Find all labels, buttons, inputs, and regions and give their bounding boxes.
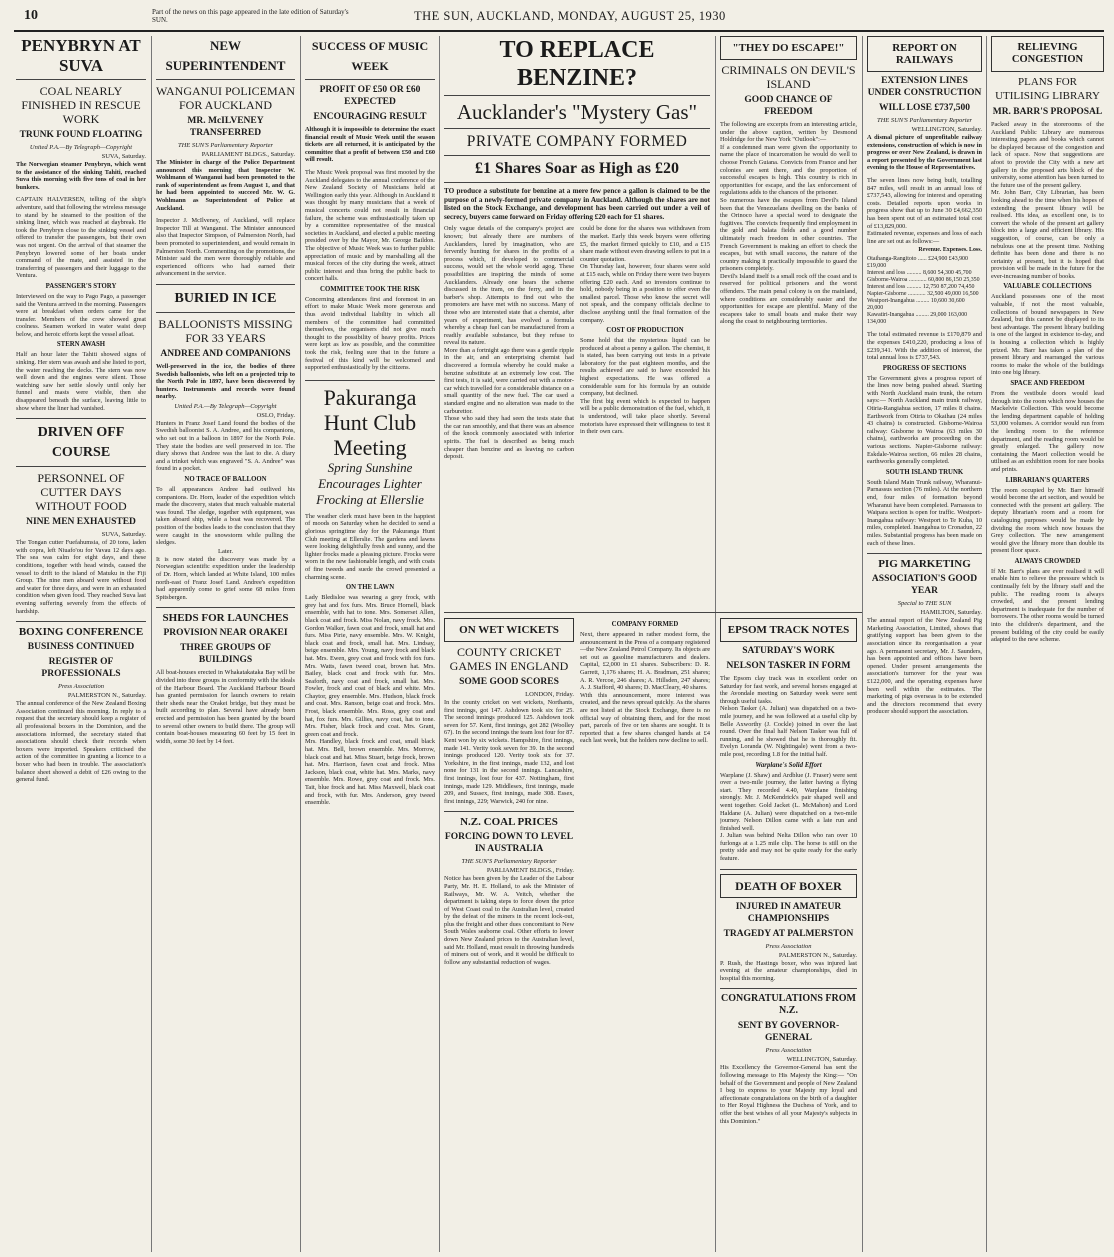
article-body: Only vague details of the company's project are known; but already there are numbers of Aucklanders, lured by imagination, who are fervently hunting for shares in the profits of a process which, if developed to commercial success, would set the whole world agog. These possibilities are inspiring the minds of some Aucklanders. Already one hears the scheme discussed in the tram, on the ferry, and in the barber's shop. Attempts to find out who the promoters are have met with no success. Many of those who are interested state that a chemist, after years of experiment, has evolved a formula whereby a cheap fuel can be manufactured from a readily available substance, but they refuse to reveal its nature. xyxy=(444,225,574,347)
article-body: Next, there appeared in rather modest form, the announcement in the Press of a company registered—the New Zealand Petrol Company. Its objects are set out as gasoline manufacturers and dealers. Capital, £2,000 in £1 shares. Subscribers: D. R. Garrett, 1,176 shares; H. A. Bradman, 251 shares; A. R. Vercoe, 246 shares; A. Hillsden, 247 shares; A. J. Stafford, 40 shares; D. MacCleary, 40 shares. xyxy=(580,631,710,692)
subhead-will-lose: WILL LOSE £737,500 xyxy=(878,103,971,113)
article-body: P. Rush, the Hastings boxer, who was injured last evening at the amateur championships, died in hospital this morning. xyxy=(720,959,857,982)
headline-music-week: SUCCESS OF MUSIC WEEK xyxy=(305,36,435,80)
subhead-andree: ANDREE AND COMPANIONS xyxy=(160,348,291,359)
subhead-three-groups: THREE GROUPS OF BUILDINGS xyxy=(180,643,271,666)
subhead-private-company: PRIVATE COMPANY FORMED xyxy=(466,133,688,150)
subhead-profit: PROFIT OF £50 OR £60 EXPECTED xyxy=(319,85,421,107)
article-body: Mrs. Handley, black frock and coat, small black hat. Mrs. Bell, brown ensemble. Mrs. Morrow, black coat and hat. Miss Stuart, beige frock, brown hat. Mrs. Harrison, fawn coat and frock. Miss Jackson, black coat, white hat. Mrs. Marks, navy ensemble. Mrs. Rowe, grey coat and frock. Mrs. Tait, blue frock and hat. Miss Maxwell, black coat and frock, with fur. Mrs. Anderson, grey tweed ensemble. xyxy=(305,738,435,807)
article-body: J. Julian was behind Nelta Dillon who ran over 10 furlongs at a 1.25 mile clip. The horse is still on the pretty side and may not be quite ready for the early feature. xyxy=(720,832,857,863)
headline-congratulations: CONGRATULATIONS FROM N.Z. xyxy=(721,993,856,1017)
subhead-wanganui: WANGANUI POLICEMAN FOR AUCKLAND xyxy=(156,84,295,112)
credit: THE SUN'S Parliamentary Reporter xyxy=(177,142,274,149)
subhead-business: BUSINESS CONTINUED xyxy=(27,642,135,653)
subhead-plans-library: PLANS FOR UTILISING LIBRARY xyxy=(995,76,1100,102)
article-body: Those who said they had seen the tests state that the car ran smoothly, and that there was an absence of the knock commonly associated with inferior spirits. The fuel is described as being much cheaper than benzine and as leaving no carbon deposit. xyxy=(444,415,574,461)
table-row: Otaihanga-Rangitoto ...... £24,900 £43,900 £19,000 xyxy=(867,256,968,270)
dateline: Later. xyxy=(218,547,233,555)
section-subhead: COST OF PRODUCTION xyxy=(606,327,684,335)
article-body: Hunters in Franz Josef Land found the bodies of the Swedish balloonist S. A. Andree, and his companions, who set out in a balloon in 1897 for the North Pole. They state the bodies are well preserved in ice. The diary shows that Andree was the last to die. A diary and a trinket which was engraved "S. A. Andree" was found in a pocket. xyxy=(156,419,295,473)
article-body: Mr. John Barr, City Librarian, has been looking ahead to the time when his hopes of extending the present library will be realised. His idea, as excellent one, is to convert the whole of the present art gallery block into a large and efficient library. His suggestion, of course, can be only a nebulous one at the present time. Nothing definite has been done and there is no certainty at present, but it is hoped that provision will be made in the future for the ever-increasing number of books. xyxy=(991,189,1104,280)
section-subhead: LIBRARIAN'S QUARTERS xyxy=(1005,476,1090,484)
credit: Press Association xyxy=(765,942,812,950)
article-body: Interviewed on the way to Pago Pago, a passenger said the Ventura arrived in the morning. Passengers were at breakfast when orders came for the transfer. Members of the crew showed great coolness. Seamen worked in water waist deep below, and heroic efforts kept the vessel afloat. xyxy=(16,292,146,338)
article-body: Some hold that the mysterious liquid can be produced at about a penny a gallon. The chemist, it is stated, has been carrying out tests in a private laboratory for the past eighteen months, and the results achieved are said to have exceeded his highest expectations. He was offered a considerable sum for his formula by an outside company, but declined. xyxy=(580,337,710,398)
article-body: The annual conference of the New Zealand Boxing Association continued this morning. In reply to a request that the secretary should keep a register of all professional boxers in the Dominion, and the associations informed, the secretary stated that associations should check their records when boxers were imported. Speakers criticised the action of the committee in granting a licence to a boxer who had been in trouble. The association's balance sheet showed a debit of £26 owing to the general fund. xyxy=(16,700,146,784)
headline-driven-off-course: DRIVEN OFF COURSE xyxy=(16,423,146,467)
dateline: WELLINGTON, Saturday. xyxy=(786,1056,857,1064)
section-subhead: PASSENGER'S STORY xyxy=(45,282,117,290)
subhead-devils-island: CRIMINALS ON DEVIL'S ISLAND xyxy=(721,63,856,91)
benzine-feature xyxy=(444,36,710,616)
article-body: With this announcement, more interest was created, and the news spread quickly. As the shares are not listed at the Stock Exchange, there is no official way of obtaining them, and for the most part, parcels of five or ten shares are sought. It is reported that a few shares changed hands at £4 each last week, but the holders now decline to sell. xyxy=(580,691,710,745)
section-subhead: VALUABLE COLLECTIONS xyxy=(1003,283,1092,291)
subhead-injured: INJURED IN AMATEUR CHAMPIONSHIPS xyxy=(735,901,842,924)
article-body: CAPTAIN HALVERSEN, telling of the ship's adventure, said that following the wireless message to stand by he steamed to the position of the sinking liner, which was reached at daybreak. He took the Penybryn close to the sinking vessel and offered to transfer the passengers, but their own was not urgent. On the arrival of that steamer the Penybryn lowered some of her boats under command of the mate, and assisted in the transferring of passengers and their luggage to the Ventura. xyxy=(16,196,146,280)
article-body: The Music Week proposal was first mooted by the Auckland delegates to the annual conference of the New Zealand Society of Musicians held at Wellington early this year. Although in Auckland it was thought by many musicians that a week of musical concerts could not result in financial failure, the scheme was enthusiastically taken up by a committee representative of the musical societies in Auckland, and elected a public meeting presided over by the Mayor, Mr. George Baildon. The objective of Music Week was to further public appreciation of music and by marshalling all the musical forces of the city during the week, attract public interest and thus bring the public back to concert halls. xyxy=(305,168,435,283)
article-body: Lady Bledisloe was wearing a grey frock, with grey hat and fox furs. Mrs. Bruce Hornell, black ensemble, with hat to tone. Mrs. Somerset Allen, black coat and frock. Miss Nolan, navy frock. Mrs. Gordon Walker, fawn coat and frock, small hat and furs. Miss Pirie, navy ensemble. Mrs. W. Knight, black coat and frock, small hat. Mrs. Lindsay, beige ensemble. Mrs. Young, navy frock and black hat. Mrs. Ewen, grey coat and frock with fox furs. Mrs. Watts, fawn tweed coat, brown hat. Mrs. Bailey, black coat and frock with fur. Mrs. Seaforth, navy coat and frock, small hat. Mrs. Fowler, frock and coat of black and white. Mrs. Chaytor, grey ensemble. Mrs. Hudson, black frock and coat. Mrs. Ranson, beige coat and frock. Mrs. Frost, black ensemble. Mrs. Ross, grey coat and hat, fox furs. Mrs. Gillies, navy coat, hat to tone. Mrs. Fisher, black frock and coat. Mrs. Grant, green coat and frock. xyxy=(305,594,435,738)
subhead-good-year: ASSOCIATION'S GOOD YEAR xyxy=(871,574,978,597)
article-body: So numerous have the escapes from Devil's Island been that the Venezuelans dwelling on the banks of the Orinoco have a special word to designate the fugitives. The convicts frequently find employment in the gold and balata fields and a good number ultimately reach freedom in other countries. The French Government is making an effort to check the escapes, but with small success, the nature of the country making it practically impossible to guard the prisoners completely. xyxy=(720,196,857,273)
section-subhead: NO TRACE OF BALLOON xyxy=(184,476,267,484)
dateline: OSLO, Friday. xyxy=(256,411,295,419)
column-rule xyxy=(862,36,863,1252)
subhead-governor-general: SENT BY GOVERNOR-GENERAL xyxy=(737,1021,840,1044)
column-rule xyxy=(151,36,152,1252)
subhead-encouraging: ENCOURAGING RESULT xyxy=(313,112,427,122)
table-row: Kawatiri-Inangahua ......... 29,000 163,000 134,000 xyxy=(867,312,968,326)
dateline: SUVA, Saturday. xyxy=(101,531,146,539)
article-body: Inspector J. McIlveney, of Auckland, will replace Inspector Till at Wanganui. The Minister announced also that Inspector Simpson, of Palmerston North, had been promoted to superintendent, and would remain in Palmerston North. Commenting on the promotions, the Minister said the men were thoroughly reliable and experienced officers who had earned their advancement in the service. xyxy=(156,217,295,278)
column-3 xyxy=(305,36,435,1252)
table-row: Interest and loss .......... 12,750 87,200 74,450 xyxy=(867,284,975,291)
headline-coal-prices: N.Z. COAL PRICES xyxy=(460,816,558,829)
credit: Press Association xyxy=(57,683,105,691)
article-body: More than a fortnight ago there was a gentle ripple in the air, and an enterprising chemist had discovered a formula whereby he could make a benzine substitute at an extremely low cost. The first tests, it is said, were carried out with a motor-car which travelled for a considerable distance on a small quantity of the new fuel. The car used a standard engine and no alteration was made to the carburettor. xyxy=(444,346,574,415)
subhead-balloonists: BALLOONISTS MISSING FOR 33 YEARS xyxy=(158,316,293,345)
article-body: All boat-houses erected in Whakatakataka Bay will be divided into three groups in conformity with the ideals of the Harbour Board. The Auckland Harbour Board has granted permission for launch owners to retain their sheds near the Orakei bridge, but they must be built according to plan. Several have already been erected and permission has been granted by the board to several other owners to build there. The group will contain boat-houses measuring 60 feet by 15 feet in width, some 30 feet by 14 feet. xyxy=(156,669,295,745)
column-rule xyxy=(715,36,716,1252)
subhead-penybryn: COAL NEARLY FINISHED IN RESCUE WORK xyxy=(21,84,141,126)
subhead-barrs-proposal: MR. BARR'S PROPOSAL xyxy=(992,107,1103,117)
article-body: The Tongan cutter Fuefahumsia, of 20 tons, laden with copra, left Niuafo'ou for Vavau 12 days ago. The sea was calm for eight days, and these conditions, together with head winds, caused the vessel to drift to the island of Matuku in the Fiji Group. The nine men aboard were without food and water for three days, and were in an exhausted condition when given food. They reached Suva last evening suffering severely from the effects of hardship. xyxy=(16,539,146,615)
masthead xyxy=(14,6,1104,32)
headline-buried-in-ice: BURIED IN ICE xyxy=(156,289,295,313)
subhead-mcilveney: MR. McILVENEY TRANSFERRED xyxy=(187,116,264,138)
subhead-cutter: PERSONNEL OF CUTTER DAYS WITHOUT FOOD xyxy=(35,471,127,514)
late-edition-note: Part of the news on this page appeared in the late edition of Saturday's SUN. xyxy=(152,8,349,24)
article-body: Devil's Island itself is a small rock off the coast and is reserved for political prisoners and the worst offenders. The main penal colony is on the mainland, where conditions are considerably easier and the opportunities for escape are plentiful. Many of the escapees take to small boats and make their way along the coast to neighbouring territories. xyxy=(720,272,857,326)
article-body: The weather clerk must have been in the happiest of moods on Saturday when he decided to send a glorious springtime day for the Pakuranga Hunt Club meeting at Ellerslie. The gardens and lawns were looking delightfully fresh and sunny, and the lighter frocks made a pleasing picture. Frocks were worn in the new fashionable length, and with coats of fine tweeds and suede the crowd presented a charming scene. xyxy=(305,512,435,581)
dateline: WELLINGTON, Saturday. xyxy=(911,126,982,133)
column-rule xyxy=(300,36,301,1252)
column-2 xyxy=(156,36,295,1252)
dateline: PALMERSTON N., Saturday. xyxy=(67,692,146,700)
dateline: SUVA, Saturday. xyxy=(101,153,146,160)
column-escape xyxy=(720,36,857,436)
table-caption: Estimated revenue, expenses and loss of each line are set out as follows:— xyxy=(867,230,982,245)
credit: Press Association xyxy=(765,1047,812,1055)
headline-new-superintendent: NEW SUPERINTENDENT xyxy=(156,36,295,80)
headline-epsom-track: EPSOM TRACK NOTES xyxy=(727,624,850,636)
subhead-saturdays-work: SATURDAY'S WORK xyxy=(742,646,835,656)
section-subhead: PROGRESS OF SECTIONS xyxy=(882,364,967,372)
article-body: Packed away in the storerooms of the Auckland Public Library are numerous interesting papers and books which cannot be displayed because of the congestion and lack of space. Now that suggestions are afoot to provide the City with a new art gallery in the proposed arts block of the university, some attention has been turned to the future use of the present gallery. xyxy=(991,121,1104,189)
article-body: Half an hour later the Tahiti showed signs of sinking. Her stern was awash and she listed to port, the water reaching the decks. The stern was now well down and the engines were silent. Those watching saw her settle slowly until only her funnel and masts were visible, then she disappeared beneath the surface, leaving little to show where the liner had vanished. xyxy=(16,351,146,412)
article-body: South Island Main Trunk railway, Wharanui-Parnassus section (76 miles). At the northern end, four miles of formation beyond Wharanui have been completed. Parnassus to Waipara section is open for traffic. Westport-Inangahua railway: Westport to Te Kuha, 10 miles, completed. Inangahua to Cronadun, 22 miles. Substantial progress has been made on each of these lines. xyxy=(867,478,982,547)
article-body: It is now stated the discovery was made by a Norwegian scientific expedition under the leadership of Dr. Horn, which landed at White Island, 100 miles north-east of Franz Josef Land. Andree's expedition had apparently come to grief some 68 miles from Spitsbergen. xyxy=(156,555,295,601)
credit: United P.A.—By Telegraph—Copyright xyxy=(29,144,133,151)
dateline: LONDON, Friday. xyxy=(525,691,574,698)
section-subhead: SOUTH ISLAND TRUNK xyxy=(885,468,964,476)
article-lede: TO produce a substitute for benzine at a mere few pence a gallon is claimed to be the purpose of a newly-formed private company in Auckland. Although the shares are not listed on the Stock Exchange, and development has been carried out under a veil of secrecy, buyers came forward on Friday offering £20 each for £1 shares. xyxy=(444,187,710,221)
headline-pakuranga: Pakuranga Hunt Club Meeting xyxy=(323,384,417,460)
article-body: In the county cricket on wet wickets, Northants, first innings, got 147. Ashdown took six for 25. The second innings produced 125. Ashdown took seven for 57. Kent, first innings, got 282 (Woolley 67). In the second innings the team lost four for 87. Kent won by six wickets. Hampshire, first innings, made 141. Verity took seven for 39. In the second innings produced 120. Verity took six for 37. Yorkshire, in the first innings, made 132, and lost none for 131 in the second innings. Lancashire, first innings, lost four for 437. Nottingham, first innings, made 129. Middlesex, first innings, made 209, and Sussex, first innings, made 308. Essex, first innings, 229; Warwick, 240 for nine. xyxy=(444,699,574,805)
subhead-tragedy: TRAGEDY AT PALMERSTON xyxy=(723,928,854,939)
dateline: HAMILTON, Saturday. xyxy=(920,609,982,617)
subhead-good-scores: SOME GOOD SCORES xyxy=(459,677,559,687)
credit: Special to THE SUN xyxy=(897,600,952,608)
article-body: The following are excerpts from an interesting article, under the above caption, written by Desmond Holdridge for the New York "Outlook":— xyxy=(720,121,857,144)
article-body: The first big event which is expected to happen will be a public demonstration of the fuel, which, it is understood, will take place shortly. Several motorists have expressed their willingness to test it in their own cars. xyxy=(580,397,710,436)
article-body: If a condemned man were given the opportunity to name the place of incarceration he would do well to choose French Guiana. Convicts from France and her colonies are sent there, and the proportion of successful escapes is high. This country is rich in opportunities for escape, and the lax enforcement of regulations adds to the chances of the prisoner. xyxy=(720,143,857,197)
estimate-table xyxy=(867,256,982,326)
article-body: His Excellency the Governor-General has sent the following message to His Majesty the King:— "On behalf of the Government and people of New Zealand I beg to express to your Majesty my loyal and affectionate congratulations on the birth of a daughter to Her Royal Highness the Duchess of York, and to offer the best wishes of all your Majesty's subjects in this Dominion." xyxy=(720,1064,857,1125)
column-epsom xyxy=(720,618,857,1248)
section-subhead: SPACE AND FREEDOM xyxy=(1010,380,1085,387)
article-body: Auckland possesses one of the most valuable, if not the most valuable, collections of bound newspapers in New Zealand, but this cannot be displayed to its best advantage. The present library building is one of the largest in existence to-day, and is housing a collection which is highly prized. Mr. Barr has taken a plan of the present library and rearranged the various rooms to make the whole of the buildings into one big library. xyxy=(991,293,1104,377)
article-body: The annual report of the New Zealand Pig Marketing Association, Limited, shows that gratifying support has been given to the association since its reorganisation a year ago. A permanent secretary, Mr. J. Saunders, has been appointed and offices have been opened. Under present arrangements the association's turnover for the year was £122,000, and the operating expenses have been well within the estimates. The marketing of pigs overseas is to be extended and the directors recommend that every producer should support the association. xyxy=(867,617,982,716)
column-benzine-continued xyxy=(580,618,710,1248)
subhead-mystery-gas: Aucklander's "Mystery Gas" xyxy=(456,100,698,124)
table-row: Gisborne-Wairoa ............ 60,800 86,150 25,350 xyxy=(867,277,980,284)
dateline: PARLIAMENT BLDGS., Friday. xyxy=(486,867,574,875)
newspaper-title: THE SUN, AUCKLAND, MONDAY, AUGUST 25, 1930 xyxy=(414,9,726,23)
article-body: The total estimated revenue is £170,879 and the expenses £410,220, producing a loss of £239,341. With the addition of interest, the total annual loss is £737,543. xyxy=(867,331,982,362)
column-railways xyxy=(867,36,982,1252)
subhead-register: REGISTER OF PROFESSIONALS xyxy=(41,657,121,680)
article-lede: A dismal picture of unprofitable railway extensions, construction of which is now in progress or over New Zealand, is drawn in a report presented by the Government last evening to the House of Representatives. xyxy=(867,134,982,172)
article-body: The Government gives a progress report of the lines now being pushed ahead. Starting with North Auckland main trunk, the return says:— North Auckland main trunk railway, Otiria-Rangiahua section, 17 miles 8 chains. Earthwork from Otiria to Okaihau (24 miles 43 chains) is constructed. Gisborne-Wairoa railway: Gisborne to Wairoa (63 miles 30 chains), earthworks are proceeding on the various sections. Napier-Gisborne railway: Eskdale-Wairoa section, 66 miles 28 chains, earthworks generally completed. xyxy=(867,374,982,466)
headline-penybryn: PENYBRYN AT SUVA xyxy=(16,36,146,80)
section-subhead: COMMITTEE TOOK THE RISK xyxy=(320,285,420,293)
section-subhead: ON THE LAWN xyxy=(345,584,395,592)
column-rule xyxy=(986,36,987,1252)
headline-relieving-congestion: RELIEVING CONGESTION xyxy=(1011,42,1084,65)
article-lede: Although it is impossible to determine the exact financial result of Music Week until the season tickets are all returned, it is anticipated by the committee that a profit of between £50 and £60 will result. xyxy=(305,126,435,164)
article-lede: Well-preserved in the ice, the bodies of three Swedish balloonists, who left on a projected trip to the North Pole in 1897, have been discovered by hunters. Instruments and records were found nearby. xyxy=(156,362,295,401)
headline-report-on-railways: REPORT ON RAILWAYS xyxy=(892,42,957,66)
subhead-shares-soar: £1 Shares Soar as High as £20 xyxy=(475,160,679,177)
article-body: Concerning attendances first and foremost in an effort to make Music Week more generous and thus avoid individual liability in which all members of the committee had committed themselves, the organisers did not give much thought to the possibility of heavy profits. Prices were kept as low as possible, and the committee took the risk, feeling sure that in the future a festival of this kind will be welcomed and supported enthusiastically by the citizens. xyxy=(305,295,435,372)
column-library xyxy=(991,36,1104,1252)
headline-wet-wickets: ON WET WICKETS xyxy=(459,624,559,636)
article-body: Warplane (J. Shaw) and Ardblue (J. Fraser) were sent over a two-mile journey, the latter having a flying start. They recorded 4.40, Warplane finishing strongly. Mr. J. McKendrick's pair shaped well and went together. Gold Jacket (L. McMahon) and Lord Haldane (A. Julian) were dispatched on a two-mile journey. Nelson Dillon came with a late run and finished well. xyxy=(720,771,857,832)
article-body: From the vestibule doors would lead through into the room which now houses the Mackelvie Collection. This would become the lending department capable of holding 53,000 volumes. A corridor would run from the lending room to the reference department, and the reading room would be greatly enlarged. The gallery now containing the Maori collection would be utilised as an exhibition room for rare books and prints. xyxy=(991,390,1104,473)
dateline: PALMERSTON N., Saturday. xyxy=(778,951,857,959)
headline-sheds: SHEDS FOR LAUNCHES xyxy=(162,612,289,625)
column-rule xyxy=(439,36,440,1252)
table-row: Interest and loss .......... 8,600 54,300 45,700 xyxy=(867,270,972,277)
headline-they-do-escape: "THEY DO ESCAPE!" xyxy=(732,42,845,54)
subhead-nine-men: NINE MEN EXHAUSTED xyxy=(26,517,136,528)
article-body: The Epsom clay track was in excellent order on Saturday for fast work, and several horses engaged at the Avondale meeting on Saturday week were sent through useful tasks. xyxy=(720,675,857,705)
subhead-county-cricket: COUNTY CRICKET GAMES IN ENGLAND xyxy=(449,645,569,673)
section-divider xyxy=(444,612,862,613)
dateline: PARLIAMENT BLDGS., Saturday. xyxy=(201,151,295,158)
headline-pig-marketing: PIG MARKETING xyxy=(878,558,971,571)
subhead-extension-lines: EXTENSION LINES UNDER CONSTRUCTION xyxy=(867,76,982,98)
article-body: On Thursday last, however, four shares were sold at £15 each, while on Friday there were two buyers offering £20 each. And so investors continue to hold, nobody being in a position to offer even the smallest parcel. Those who know the secret will not speak, and the company officials decline to disclose anything until the final formation of the company. xyxy=(580,263,710,324)
page-number: 10 xyxy=(24,8,38,23)
subhead-good-chance: GOOD CHANCE OF FREEDOM xyxy=(744,95,833,117)
table-row: Westport-Inangahua ......... 10,600 30,600 20,000 xyxy=(867,298,965,312)
subhead-nelson-tasker: NELSON TASKER IN FORM xyxy=(726,661,851,671)
column-1 xyxy=(16,36,146,1252)
table-header: Revenue. Expenses. Loss. xyxy=(918,247,982,254)
article-lede: The Norwegian steamer Penybryn, which went to the assistance of the sinking Tahiti, reached Suva this morning with five tons of coal in her bunkers. xyxy=(16,161,146,191)
credit: United P.A.—By Telegraph—Copyright xyxy=(174,402,277,410)
headline-boxing-conference: BOXING CONFERENCE xyxy=(18,626,144,639)
article-body: If Mr. Barr's plans are ever realised it will enable him to relieve the pressure which is continually felt by the library staff and the public. The reading room is always crowded, and the present lending department is inadequate for the number of borrowers. The other rooms would be turned into the children's department, and the present building of the city could be easily adapted to the new scheme. xyxy=(991,567,1104,644)
headline-death-of-boxer: DEATH OF BOXER xyxy=(735,878,842,893)
article-lede: The Minister in charge of the Police Department announced this morning that Inspector W. Wohlmann of Wanganui had been promoted to the rank of superintendent as from August 1, and that he had been appointed to succeed Mr. W. G. Wohlmann as Superintendent of Police at Auckland. xyxy=(156,159,295,212)
article-body: could be done for the shares was withdrawn from the market. Early this week buyers were offering £5, the market firmed quickly to £10, and a £15 share made without even drawing sellers to put in a counter quotation. xyxy=(580,225,710,263)
subhead-spring-sunshine: Spring Sunshine Encourages Lighter Frocking at Ellerslie xyxy=(316,459,424,507)
section-subhead: Warplane's Solid Effort xyxy=(755,761,822,769)
table-row: Napier-Gisborne ............ 32,500 49,000 16,500 xyxy=(867,291,979,298)
section-subhead: COMPANY FORMED xyxy=(611,621,679,628)
section-subhead: STERN AWASH xyxy=(56,341,106,349)
column-wickets xyxy=(444,618,574,1248)
article-body: Nelson Tasker (A. Julian) was dispatched on a two-mile journey, and he was followed at a useful clip by Belle Axworthy (J. Cockle) joined in over the last round. Over the final half Nelson Tasker was full of running, and he showed that he is thoroughly fit. Evelyn Loranda (W. Nightingale) went from a two-mile post, recording 1.8 for the initial half. xyxy=(720,705,857,758)
article-body: To all appearances Andree had outlived his companions. Dr. Horn, leader of the expedition which made the discovery, states that much valuable material was found. The sledge, together with equipment, was taken aboard ship, while a boat was recovered. The position of the bodies leads to the conclusion that they were caught in the snowstorm while pulling the sledges. xyxy=(156,486,295,547)
section-subhead: ALWAYS CROWDED xyxy=(1014,557,1081,565)
article-body: The seven lines now being built, totalling 847 miles, will result in an annual loss of £737,543, allowing for interest and operating costs. Detailed reports upon works in progress show that up to June 30 £4,662,350 has been spent out of an estimated total cost of £13,829,000. xyxy=(867,176,982,230)
headline-replace-benzine: TO REPLACE BENZINE? xyxy=(499,37,655,91)
subhead-trunk-floating: TRUNK FOUND FLOATING xyxy=(19,130,143,140)
credit: THE SUN'S Parliamentary Reporter xyxy=(461,858,557,866)
subhead-orakei: PROVISION NEAR ORAKEI xyxy=(163,628,288,639)
article-body: Notice has been given by the Leader of the Labour Party, Mr. H. E. Holland, to ask the Minister of Railways, Mr. W. A. Veitch, whether the department is taking steps to force down the price of West Coast coal to the Australian level, created by the defeat of the miners in the recent lock-out, plus the freight and other dues concomitant to New South Wales seaborne coal. Other efforts to lower down New Zealand prices to the Australian level, said Mr. Holland, must result in throwing hundreds of miners out of work, and it would be difficult to follow any substantial reduction of wages. xyxy=(444,875,574,966)
article-body: The room occupied by Mr. Barr himself would become the art section, and would be connected with the present art gallery. The deputy librarian's room and a room for cataloguing purposes would be made by dividing the room which now houses the Grey collection. The new arrangement would give the library more than double its present floor space. xyxy=(991,486,1104,555)
credit: THE SUN'S Parliamentary Reporter xyxy=(876,117,973,124)
subhead-forcing-down: FORCING DOWN TO LEVEL IN AUSTRALIA xyxy=(444,832,574,855)
